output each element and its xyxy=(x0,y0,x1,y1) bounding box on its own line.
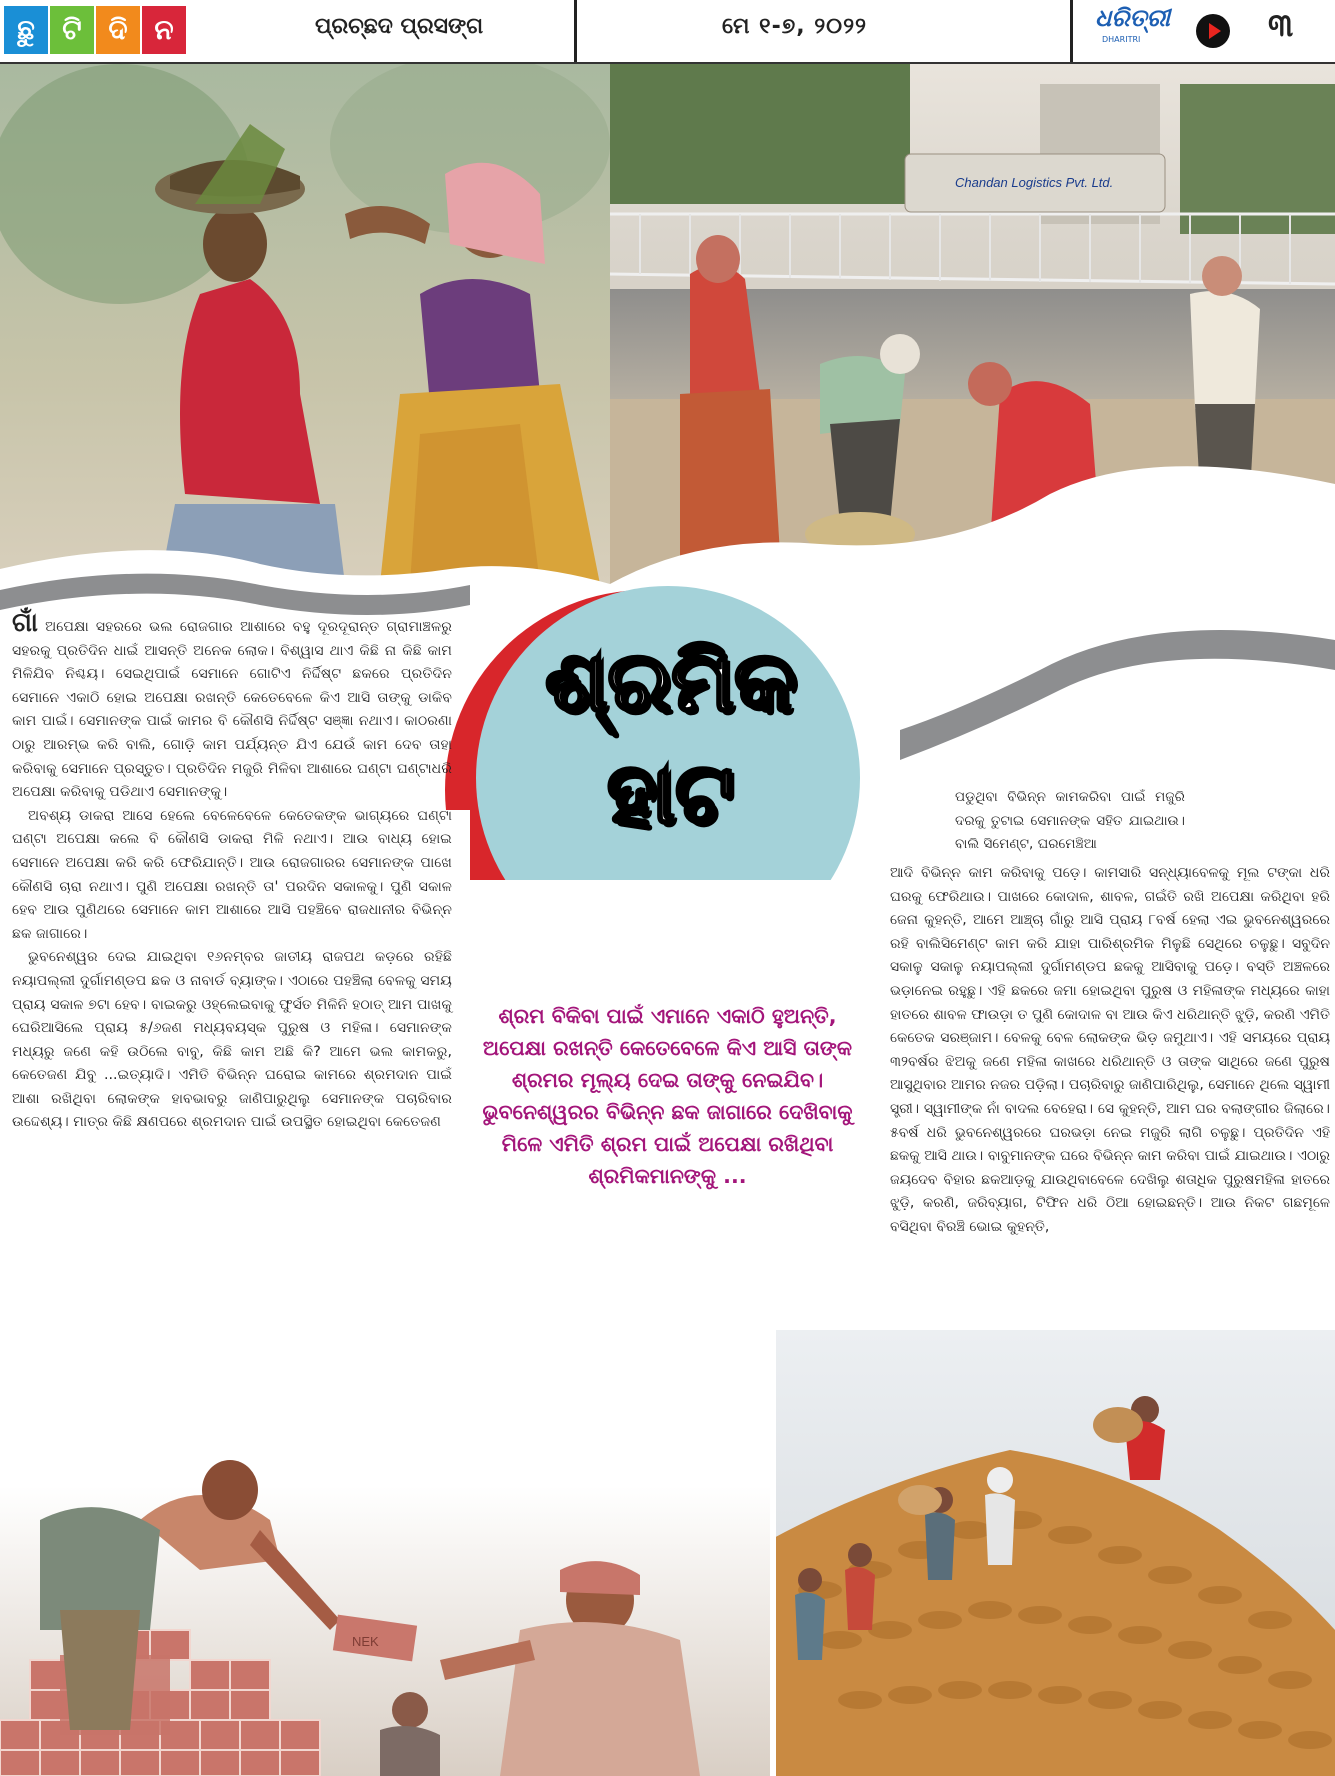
brand-letter-4: ନ xyxy=(142,6,186,54)
play-icon xyxy=(1196,14,1230,48)
truck-sign: Chandan Logistics Pvt. Ltd. xyxy=(955,175,1114,190)
brick-stamp: NEK xyxy=(352,1634,379,1649)
bottom-photo xyxy=(0,1330,1335,1776)
publication-logo: ଧରିତ୍ରୀ xyxy=(1095,4,1170,32)
paragraph: ଅପେକ୍ଷା ସହରରେ ଭଲ ରୋଜଗାର ଆଶାରେ ବହୁ ଦୂରଦୂରାନ୍ତ ଗ୍ରାମାଞ୍ଚଳରୁ ସହରକୁ ପ୍ରତିଦିନ ଧାଇଁ ଆସନ୍ତି ଅନେକ ଲୋକ। ବିଶ୍ୱାସ ଥାଏ କିଛି ନା କିଛି କାମ ମିଳିଯିବ ନିଶ୍ଚୟ। ସେଇଥିପାଇଁ ସେମାନେ ଗୋଟିଏ ନିର୍ଦ୍ଦିଷ୍ଟ ଛକରେ ପ୍ରତିଦିନ ସେମାନେ ଏକାଠି ହୋଇ ଅପେକ୍ଷା ରଖନ୍ତି କେତେବେଳେ କିଏ ଆସି ତାଙ୍କୁ ଡାକିବ କାମ ପାଇଁ। ସେମାନଙ୍କ ପାଇଁ କାମର ବି କୌଣସି ନିର୍ଦ୍ଦିଷ୍ଟ ସଞ୍ଜ୍ଞା ନଥାଏ। କାଠରଣା ଠାରୁ ଆରମ୍ଭ କରି ବାଲି, ଗୋଡ଼ି କାମ ପର୍ଯ୍ୟନ୍ତ ଯିଏ ଯେଉଁ କାମ ଦେବ ତାହା କରିବାକୁ ସେମାନେ ପ୍ରସ୍ତୁତ। ପ୍ରତିଦିନ ମଜୁରି ମିଳିବା ଆଶାରେ ଘଣ୍ଟା ଘଣ୍ଟାଧରି ଅପେକ୍ଷା କରିବାକୁ ପଡିଥାଏ ସେମାନଙ୍କୁ। xyxy=(12,619,452,801)
dropcap: ଗାଁ xyxy=(12,608,38,638)
page-header xyxy=(0,0,1335,64)
brand-letter-1: ଛୁ xyxy=(4,6,48,54)
header-divider xyxy=(574,0,577,62)
headline-line-1: ଶ୍ରମିକ xyxy=(545,632,797,730)
article-column-right-intro xyxy=(955,786,1185,857)
paragraph: ଅବଶ୍ୟ ଡାକରା ଆସେ ହେଲେ ବେଳେବେଳେ କେତେକଙ୍କ ଭାଗ୍ୟରେ ଘଣ୍ଟା ଘଣ୍ଟା ଅପେକ୍ଷା କଲେ ବି କୌଣସି ଡାକରା ମିଳି ନଥାଏ। ଆଉ ବାଧ୍ୟ ହୋଇ ସେମାନେ ଅପେକ୍ଷା କରି କରି ଫେରିଯାନ୍ତି। ଆଉ ରୋଜଗାରର ସେମାନଙ୍କ ପାଖେ କୌଣସି ଚାରା ନଥାଏ। ପୁଣି ଅପେକ୍ଷା ରଖନ୍ତି ତା' ପରଦିନ ସକାଳକୁ। ପୁଣି ସକାଳ ହେବ ଆଉ ପୁଣିଥରେ ସେମାନେ କାମ ଆଶାରେ ଆସି ପହଞ୍ଚିବେ ରାଜଧାନୀର ବିଭିନ୍ନ ଛକ ଜାଗାରେ। xyxy=(12,807,452,942)
publication-sub: DHARITRI xyxy=(1102,35,1141,44)
paragraph: ପଡୁଥିବା ବିଭିନ୍ନ କାମକରିବା ପାଇଁ ମଜୁରି ଦରକୁ ତୁଟାଇ ସେମାନଙ୍କ ସହିତ ଯାଇଥାଉ। ବାଲି ସିମେଣ୍ଟ, ଘରମେଞ୍ଚିଆ xyxy=(955,789,1185,853)
article-column-left xyxy=(12,608,452,1131)
issue-date: ମେ ୧-୭, ୨୦୨୨ xyxy=(722,14,868,39)
paragraph: ଭୁବନେଶ୍ୱର ଦେଇ ଯାଇଥିବା ୧୬ନମ୍ବର ଜାତୀୟ ରାଜପଥ କଡ଼ରେ ରହିଛି ନୟାପଲ୍ଲୀ ଦୁର୍ଗାମଣ୍ଡପ ଛକ ଓ ନାବାର୍ଡ ବ୍ୟାଙ୍କ। ଏଠାରେ ପହଞ୍ଚିଲା ବେଳକୁ ସମୟ ପ୍ରାୟ ସକାଳ ୭ଟା ହେବ। ବାଇକରୁ ଓହ୍ଲେଇବାକୁ ଫୁର୍ସତ ମିଳିନି ହଠାତ୍ ଆମ ପାଖକୁ ଘେରିଆସିଲେ ପ୍ରାୟ ୫/୬ଜଣ ମଧ୍ୟବୟସ୍କ ପୁରୁଷ ଓ ମହିଳା। ସେମାନଙ୍କ ମଧ୍ୟରୁ ଜଣେ କହି ଉଠିଲେ ବାବୁ, କିଛି କାମ ଅଛି କି? ଆମେ ଭଲ କାମକରୁ, କେତେଜଣ ଯିବୁ ...ଇତ୍ୟାଦି। ଏମିତି ବିଭିନ୍ନ ଘରୋଇ କାମରେ ଶ୍ରମଦାନ ପାଇଁ ଆଶା ରଖିଥିବା ଲୋକଙ୍କ ହାବଭାବରୁ ଜାଣିପାରୁଥିଲୁ ସେମାନଙ୍କ ପଚାରିବାର ଉଦ୍ଦେଶ୍ୟ। ମାତ୍ର କିଛି କ୍ଷଣପରେ ଶ୍ରମଦାନ ପାଇଁ ଉପସ୍ଥିତ ହୋଇଥିବା କେତେଜଣ xyxy=(12,949,452,1131)
brand-letter-3: ଦି xyxy=(96,6,140,54)
page-number: ୩ xyxy=(1268,6,1294,44)
headline xyxy=(545,625,795,849)
section-title: ପ୍ରଚ୍ଛଦ ପ୍ରସଙ୍ଗ xyxy=(315,14,484,39)
headline-line-2: ହାଟ xyxy=(606,744,734,842)
top-photo xyxy=(0,64,1335,584)
paragraph: ଆଦି ବିଭିନ୍ନ କାମ କରିବାକୁ ପଡ଼େ। କାମସାରି ସନ୍ଧ୍ୟାବେଳକୁ ମୂଲ ଟଙ୍କା ଧରି ଘରକୁ ଫେରିଥାଉ। ପାଖରେ କୋଦାଳ, ଶାବଳ, ଗଇଁତି ରଖି ଅପେକ୍ଷା କରିଥିବା ହରି ଜେନା କୁହନ୍ତି, ଆମେ ଆଞ୍ଚ୍ଚା ଗାଁରୁ ଆସି ପ୍ରାୟ ୮ବର୍ଷ ହେଲା ଏଇ ଭୁବନେଶ୍ୱରରେ ରହି ବାଲିସିମେଣ୍ଟ କାମ କରି ଯାହା ପାରିଶ୍ରମିକ ମିଳୁଛି ସେଥିରେ ଚଳୁଛୁ। ସବୁଦିନ ସକାଳୁ ସକାଳୁ ନୟାପଲ୍ଲୀ ଦୁର୍ଗାମଣ୍ଡପ ଛକକୁ ଆସିବାକୁ ପଡ଼େ। ବସ୍ତି ଅଞ୍ଚଳରେ ଭଡ଼ାନେଇ ରହୁଛୁ। ଏହି ଛକରେ ଜମା ହୋଇଥିବା ପୁରୁଷ ଓ ମହିଳାଙ୍କ ମଧ୍ୟରେ କାହା ହାତରେ ଶାବଳ ଫାଉଡ଼ା ତ ପୁଣି କୋଦାଳ ବା ଆଉ କିଏ ଧରିଥାନ୍ତି ଝୁଡ଼ି, କରଣି ଏମିତି କେତେକ ସରଞ୍ଜାମ। ବେଳକୁ ବେଳ ଲୋକଙ୍କ ଭିଡ଼ ଜମୁଥାଏ। ଏହି ସମୟରେ ପ୍ରାୟ ୩୨ବର୍ଷର ଝିଅକୁ ଜଣେ ମହିଳା କାଖରେ ଧରିଥାନ୍ତି ଓ ତାଙ୍କ ସାଥିରେ ଜଣେ ପୁରୁଷ ଆସୁଥିବାର ଆମର ନଜର ପଡ଼ିଲା। ପଚାରିବାରୁ ଜାଣିପାରିଥିଲୁ, ସେମାନେ ଥିଲେ ସ୍ୱାମୀ ସ୍ତ୍ରୀ। ସ୍ୱାମୀଙ୍କ ନାଁ ବାଦଲ ବେହେରା। ସେ କୁହନ୍ତି, ଆମ ଘର ବଲାଙ୍ଗୀର ଜିଲାରେ। ୫ବର୍ଷ ଧରି ଭୁବନେଶ୍ୱରରେ ଘରଭଡ଼ା ନେଇ ମଜୁରି ଲାଗି ଚଳୁଛୁ। ପ୍ରତିଦିନ ଏହି ଛକକୁ ଆସି ଥାଉ। ବାବୁମାନଙ୍କ ଘରେ ବିଭିନ୍ନ କାମ କରିବା ପାଇଁ ଯାଇଥାଉ। ଏଠାରୁ ଜୟଦେବ ବିହାର ଛକଆଡ଼କୁ ଯାଉଥିବାବେଳେ ଦେଖିଲୁ ଶତାଧିକ ପୁରୁଷମହିଳା ହାତରେ ଝୁଡ଼ି, କରଣି, ଜରିବ୍ୟାଗ, ଟିଫିନ ଧରି ଠିଆ ହୋଇଛନ୍ତି। ଆଉ ନିକଟ ଗଛମୂଳେ ବସିଥିବା ବିରଞ୍ଚି ଭୋଇ କୁହନ୍ତି, xyxy=(890,865,1330,1235)
pull-quote: ଶ୍ରମ ବିକିବା ପାଇଁ ଏମାନେ ଏକାଠି ହୁଅନ୍ତି, ଅପେକ୍ଷା ରଖନ୍ତି କେତେବେଳେ କିଏ ଆସି ତାଙ୍କ ଶ୍ରମର ମୂଲ୍ୟ ଦେଇ ତାଙ୍କୁ ନେଇଯିବ। ଭୁବନେଶ୍ୱରର ବିଭିନ୍ନ ଛକ ଜାଗାରେ ଦେଖିବାକୁ ମିଳେ ଏମିତି ଶ୍ରମ ପାଇଁ ଅପେକ୍ଷା ରଖିଥିବା ଶ୍ରମିକମାନଙ୍କୁ ... xyxy=(482,1004,853,1188)
article-column-right xyxy=(890,862,1330,1240)
brand-letter-2: ଟି xyxy=(50,6,94,54)
header-divider xyxy=(1070,0,1073,62)
